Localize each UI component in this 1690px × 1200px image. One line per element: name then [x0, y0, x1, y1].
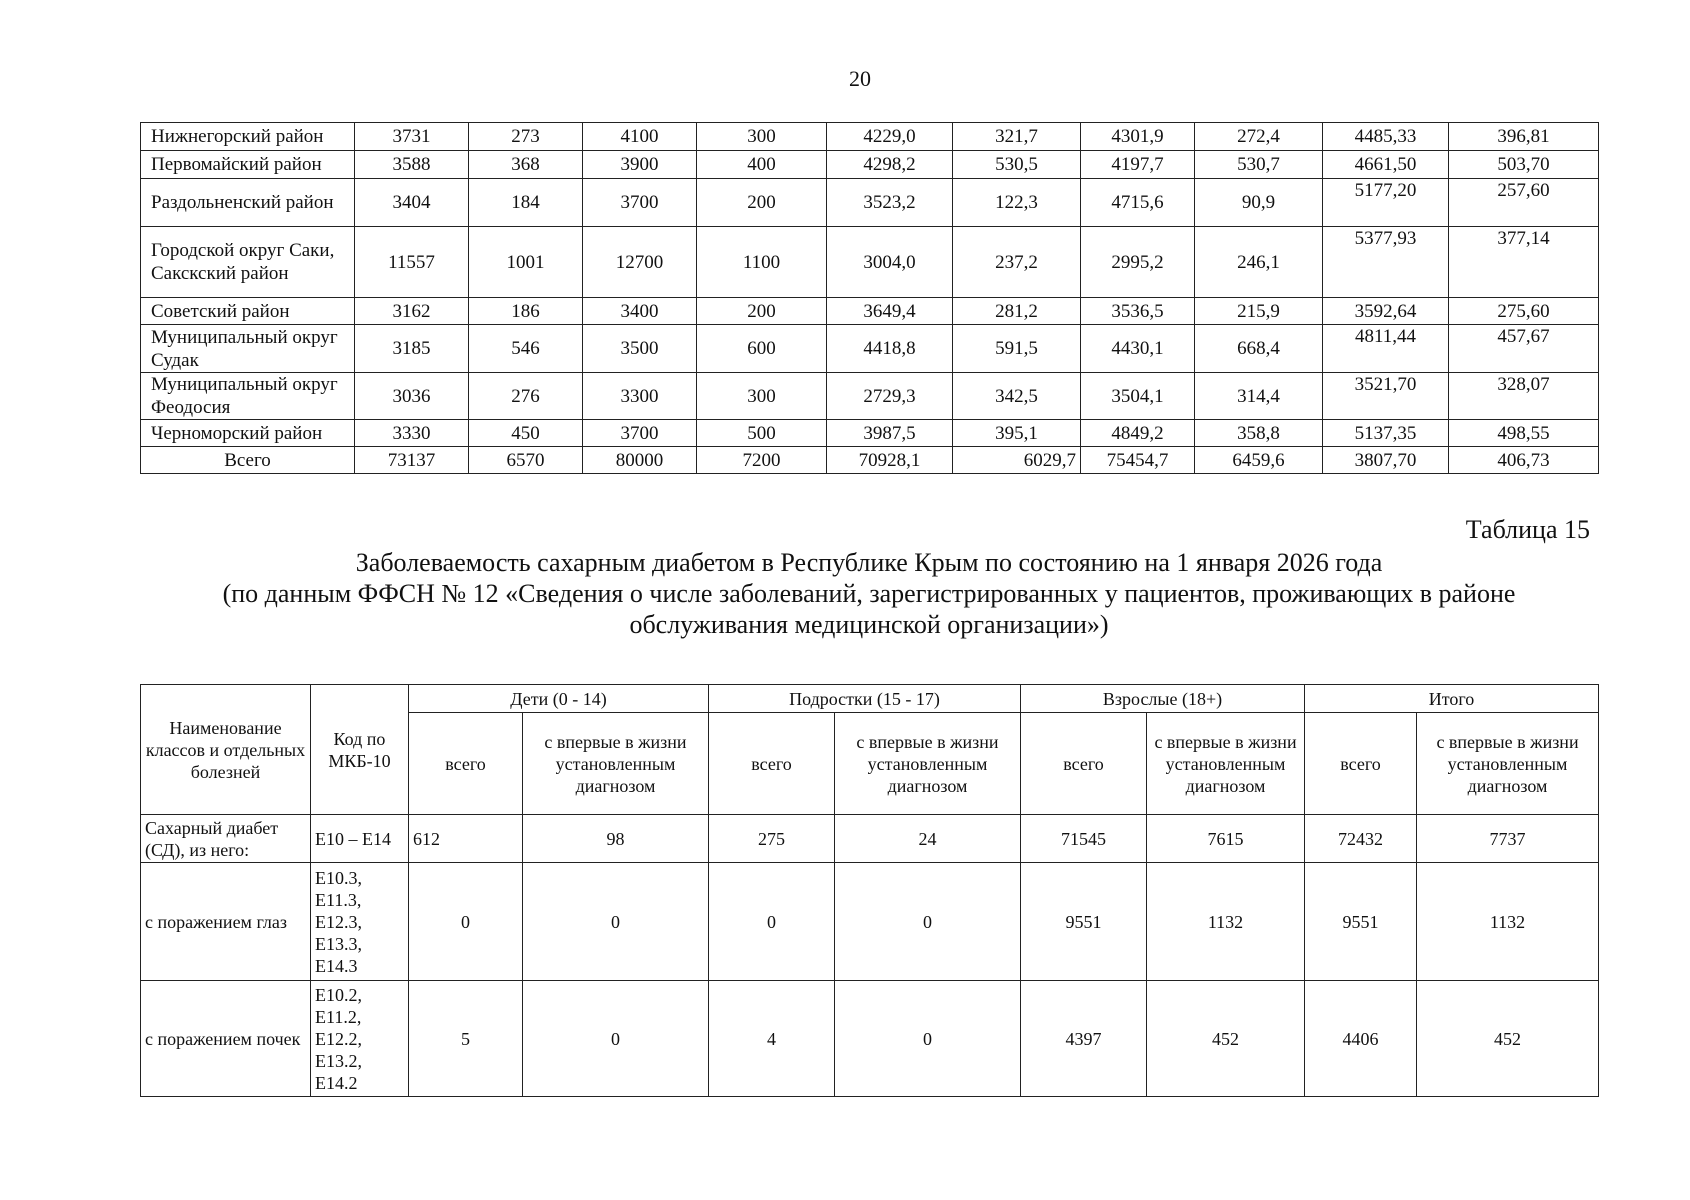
cell: 3504,1 [1081, 373, 1195, 420]
cell: 546 [469, 325, 583, 373]
header-new: с впервые в жизни установленным диагнозом [1147, 713, 1305, 815]
header-total: всего [1021, 713, 1147, 815]
cell: 1001 [469, 227, 583, 298]
header-code: Код по МКБ-10 [311, 685, 409, 815]
cell: 500 [697, 420, 827, 447]
cell: 3536,5 [1081, 298, 1195, 325]
cell: 2995,2 [1081, 227, 1195, 298]
table-row [141, 981, 1599, 1097]
caption-line-3: обслуживания медицинской организации») [629, 610, 1109, 639]
cell: 1132 [1147, 863, 1305, 981]
cell: 4298,2 [827, 151, 953, 179]
cell: 3400 [583, 298, 697, 325]
cell: 275 [709, 815, 835, 863]
header-new: с впервые в жизни установленным диагнозом [835, 713, 1021, 815]
table-row [141, 298, 1599, 325]
header-name: Наименование классов и отдельных болезней [141, 685, 311, 815]
diabetes-table [140, 684, 1599, 1097]
cell: 3987,5 [827, 420, 953, 447]
cell: 0 [523, 981, 709, 1097]
cell: 3523,2 [827, 179, 953, 227]
cell: 3731 [355, 123, 469, 151]
cell: 1132 [1417, 863, 1599, 981]
cell: 275,60 [1449, 298, 1599, 325]
cell: 4430,1 [1081, 325, 1195, 373]
district-name: Раздольненский район [141, 179, 355, 227]
cell: 73137 [355, 447, 469, 474]
cell: 4485,33 [1323, 123, 1449, 151]
cell: 4100 [583, 123, 697, 151]
cell: 4661,50 [1323, 151, 1449, 179]
cell: 668,4 [1195, 325, 1323, 373]
table-row [141, 123, 1599, 151]
cell: 591,5 [953, 325, 1081, 373]
cell: 400 [697, 151, 827, 179]
cell: 72432 [1305, 815, 1417, 863]
cell: 4229,0 [827, 123, 953, 151]
header-total: всего [409, 713, 523, 815]
district-name: Советский район [141, 298, 355, 325]
cell: 395,1 [953, 420, 1081, 447]
cell: 5177,20 [1323, 179, 1449, 227]
district-name: Муниципальный округ Феодосия [141, 373, 355, 420]
cell: 498,55 [1449, 420, 1599, 447]
cell: 272,4 [1195, 123, 1323, 151]
cell: 314,4 [1195, 373, 1323, 420]
header-total: всего [1305, 713, 1417, 815]
caption-line-1: Заболеваемость сахарным диабетом в Республике Крым по состоянию на 1 января 2026 года [355, 548, 1383, 577]
cell: 90,9 [1195, 179, 1323, 227]
cell: 452 [1147, 981, 1305, 1097]
cell: 3700 [583, 179, 697, 227]
cell: 2729,3 [827, 373, 953, 420]
cell: 6570 [469, 447, 583, 474]
cell: 122,3 [953, 179, 1081, 227]
cell: 80000 [583, 447, 697, 474]
header-total: всего [709, 713, 835, 815]
district-table [140, 122, 1599, 474]
cell: 377,14 [1449, 227, 1599, 298]
header-group-children: Дети (0 - 14) [409, 685, 709, 713]
table-row [141, 227, 1599, 298]
cell: 3036 [355, 373, 469, 420]
cell: 0 [835, 981, 1021, 1097]
disease-name: Сахарный диабет (СД), из него: [141, 815, 311, 863]
cell: 3162 [355, 298, 469, 325]
table-row-total [141, 447, 1599, 474]
cell: 530,7 [1195, 151, 1323, 179]
cell: 273 [469, 123, 583, 151]
cell: 12700 [583, 227, 697, 298]
cell: 4406 [1305, 981, 1417, 1097]
district-name: Городской округ Саки, Сакскский район [141, 227, 355, 298]
cell: 4397 [1021, 981, 1147, 1097]
cell: 246,1 [1195, 227, 1323, 298]
cell: 358,8 [1195, 420, 1323, 447]
cell: 5137,35 [1323, 420, 1449, 447]
cell: 281,2 [953, 298, 1081, 325]
disease-name: с поражением глаз [141, 863, 311, 981]
header-group-teens: Подростки (15 - 17) [709, 685, 1021, 713]
header-row-groups [141, 685, 1599, 713]
cell: 4849,2 [1081, 420, 1195, 447]
cell: 457,67 [1449, 325, 1599, 373]
table-row [141, 373, 1599, 420]
disease-name: с поражением почек [141, 981, 311, 1097]
cell: 7200 [697, 447, 827, 474]
cell: 396,81 [1449, 123, 1599, 151]
cell: 70928,1 [827, 447, 953, 474]
header-new: с впервые в жизни установленным диагнозом [523, 713, 709, 815]
cell: 7615 [1147, 815, 1305, 863]
cell: 3588 [355, 151, 469, 179]
cell: 300 [697, 123, 827, 151]
district-name: Муниципальный округ Судак [141, 325, 355, 373]
cell: 200 [697, 179, 827, 227]
district-name: Нижнегорский район [141, 123, 355, 151]
cell: 257,60 [1449, 179, 1599, 227]
cell: 0 [409, 863, 523, 981]
table-caption [140, 547, 1598, 640]
cell: 215,9 [1195, 298, 1323, 325]
cell: 328,07 [1449, 373, 1599, 420]
header-group-adults: Взрослые (18+) [1021, 685, 1305, 713]
cell: 1100 [697, 227, 827, 298]
header-new: с впервые в жизни установленным диагнозом [1417, 713, 1599, 815]
cell: 3185 [355, 325, 469, 373]
table-label: Таблица 15 [1465, 515, 1590, 544]
cell: 503,70 [1449, 151, 1599, 179]
cell: 4 [709, 981, 835, 1097]
cell: 3404 [355, 179, 469, 227]
table-row [141, 863, 1599, 981]
cell: 3330 [355, 420, 469, 447]
cell: 3807,70 [1323, 447, 1449, 474]
cell: 98 [523, 815, 709, 863]
table-row [141, 420, 1599, 447]
cell: 406,73 [1449, 447, 1599, 474]
cell: 3521,70 [1323, 373, 1449, 420]
cell: 184 [469, 179, 583, 227]
page-number: 20 [849, 66, 871, 91]
header-group-total: Итого [1305, 685, 1599, 713]
cell: 321,7 [953, 123, 1081, 151]
table-row [141, 151, 1599, 179]
cell: 71545 [1021, 815, 1147, 863]
cell: 276 [469, 373, 583, 420]
cell: 4197,7 [1081, 151, 1195, 179]
cell: 9551 [1305, 863, 1417, 981]
cell: 75454,7 [1081, 447, 1195, 474]
cell: 300 [697, 373, 827, 420]
cell: 4301,9 [1081, 123, 1195, 151]
cell: 6029,7 [953, 447, 1081, 474]
cell: 24 [835, 815, 1021, 863]
cell: 3592,64 [1323, 298, 1449, 325]
cell: 450 [469, 420, 583, 447]
cell: 4811,44 [1323, 325, 1449, 373]
cell: 4418,8 [827, 325, 953, 373]
cell: 0 [835, 863, 1021, 981]
icd-code: Е10 – Е14 [311, 815, 409, 863]
cell: 200 [697, 298, 827, 325]
cell: 3900 [583, 151, 697, 179]
caption-line-2: (по данным ФФСН № 12 «Сведения о числе заболеваний, зарегистрированных у пациентов, проживающих в районе [222, 579, 1516, 608]
cell: 452 [1417, 981, 1599, 1097]
cell: 186 [469, 298, 583, 325]
icd-code: Е10.3, Е11.3, Е12.3, Е13.3, Е14.3 [311, 863, 409, 981]
cell: 342,5 [953, 373, 1081, 420]
cell: 6459,6 [1195, 447, 1323, 474]
cell: 3500 [583, 325, 697, 373]
cell: 3649,4 [827, 298, 953, 325]
cell: 11557 [355, 227, 469, 298]
table-row [141, 815, 1599, 863]
cell: 600 [697, 325, 827, 373]
cell: 530,5 [953, 151, 1081, 179]
district-name: Черноморский район [141, 420, 355, 447]
cell: 3700 [583, 420, 697, 447]
cell: 5377,93 [1323, 227, 1449, 298]
cell: 0 [523, 863, 709, 981]
table-row [141, 325, 1599, 373]
cell: 0 [709, 863, 835, 981]
icd-code: Е10.2, Е11.2, Е12.2, Е13.2, Е14.2 [311, 981, 409, 1097]
cell: 9551 [1021, 863, 1147, 981]
cell: 4715,6 [1081, 179, 1195, 227]
cell: 237,2 [953, 227, 1081, 298]
cell: 368 [469, 151, 583, 179]
cell: 612 [409, 815, 523, 863]
cell: 3004,0 [827, 227, 953, 298]
cell: 7737 [1417, 815, 1599, 863]
district-name: Первомайский район [141, 151, 355, 179]
cell: 5 [409, 981, 523, 1097]
table-row [141, 179, 1599, 227]
cell: 3300 [583, 373, 697, 420]
total-label: Всего [141, 447, 355, 474]
